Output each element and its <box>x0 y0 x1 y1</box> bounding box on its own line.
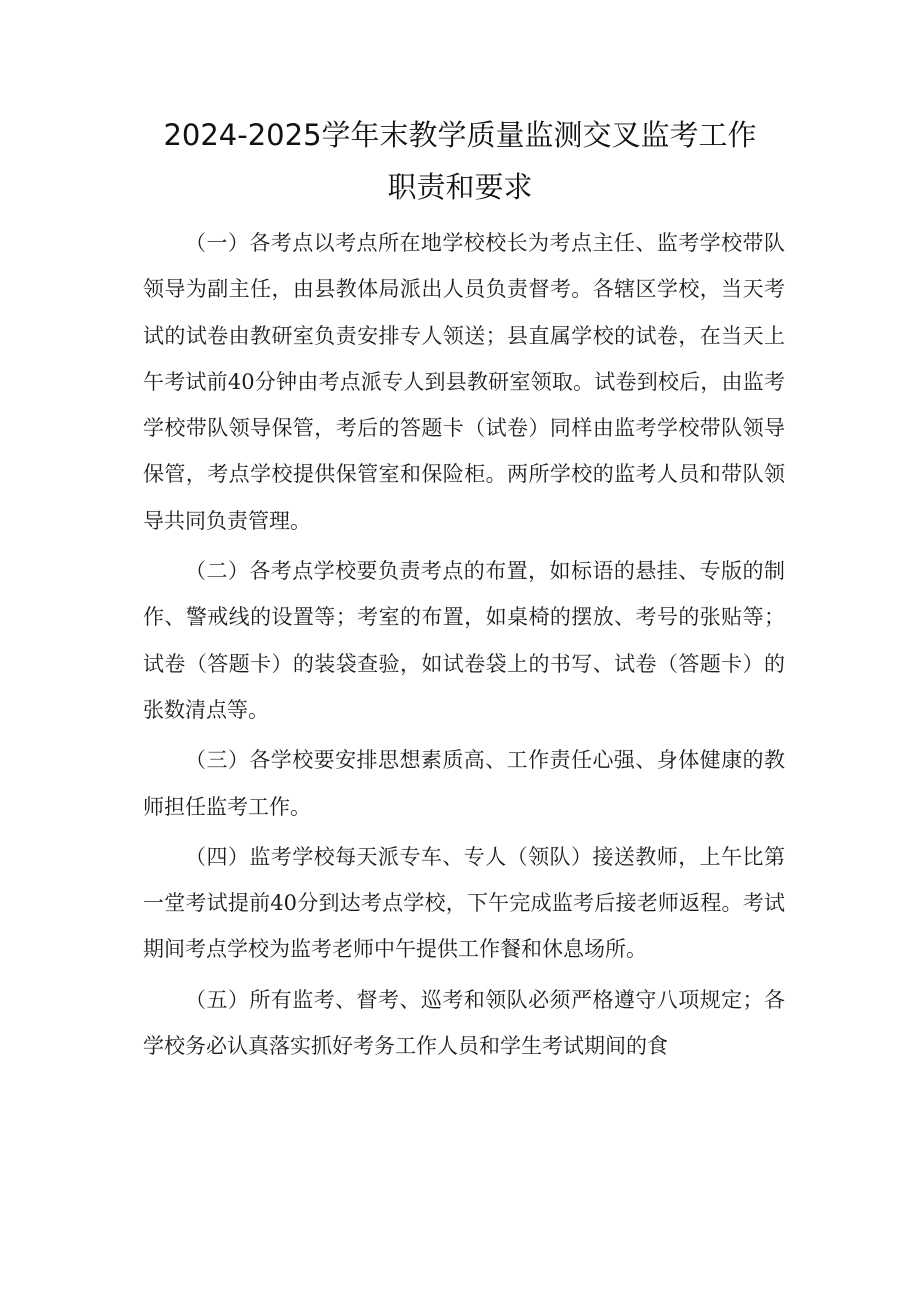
paragraph-4: （四）监考学校每天派专车、专人（领队）接送教师，上午比第一堂考试提前40分到达考点学校，下午完成监考后接老师返程。考试期间考点学校为监考老师中午提供工作餐和休息场所。 <box>143 844 785 962</box>
paragraph-3: （三）各学校要安排思想素质高、工作责任心强、身体健康的教师担任监考工作。 <box>143 748 785 819</box>
document-body <box>143 220 785 1073</box>
document-title-line-2: 职责和要求 <box>387 170 533 204</box>
document-title-line-1: 2024-2025学年末教学质量监测交叉监考工作 <box>163 118 757 152</box>
paragraph-1: （一）各考点以考点所在地学校校长为考点主任、监考学校带队领导为副主任，由县教体局派出人员负责督考。各辖区学校，当天考试的试卷由教研室负责安排专人领送；县直属学校的试卷，在当天上午考试前40分钟由考点派专人到县教研室领取。试卷到校后，由监考学校带队领导保管，考后的答题卡（试卷）同样由监考学校带队领导保管，考点学校提供保管室和保险柜。两所学校的监考人员和带队领导共同负责管理。 <box>143 231 785 533</box>
paragraph-5: （五）所有监考、督考、巡考和领队必须严格遵守八项规定；各学校务必认真落实抓好考务工作人员和学生考试期间的食 <box>143 987 785 1059</box>
paragraph-2: （二）各考点学校要负责考点的布置，如标语的悬挂、专版的制作、警戒线的设置等；考室的布置，如桌椅的摆放、考号的张贴等；试卷（答题卡）的装袋查验，如试卷袋上的书写、试卷（答题卡）的张数清点等。 <box>143 559 785 722</box>
